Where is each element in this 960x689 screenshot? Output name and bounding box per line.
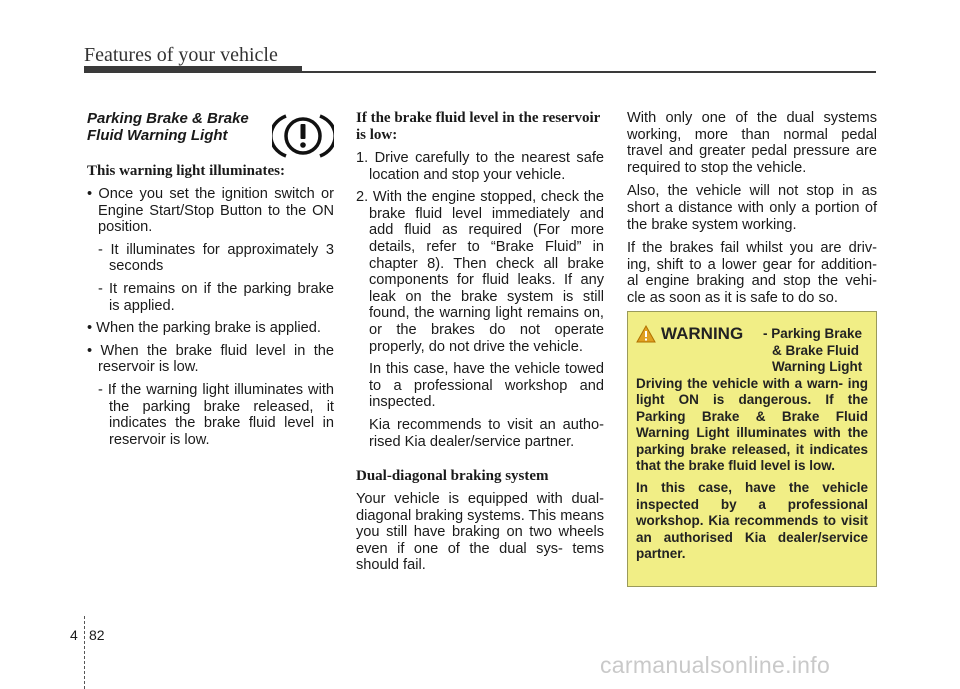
dash-item: - It remains on if the parking brake is applied. <box>98 280 334 314</box>
paragraph: If the brakes fail whilst you are driv- ing, shift to a lower gear for addition- al engine braking and stop the vehi- cle as soon as it is safe to do so. <box>627 240 877 306</box>
step-item: 2. With the engine stopped, check the brake fluid level immediately and add fluid as required (For more details, refer to “Brake Fluid” in chapter 8). Then check all brake components for fluid leaks. If any leak on the brake system is still found, the warning light remains on, or the brakes do not operate properly, do not drive the vehicle. <box>356 189 604 355</box>
warning-label: WARNING <box>661 324 744 343</box>
page-header-title: Features of your vehicle <box>84 44 278 66</box>
bullet-item: • When the brake fluid level in the reservoir is low. <box>87 342 334 376</box>
footer-divider <box>84 616 85 689</box>
warning-paragraph: Driving the vehicle with a warn- ing light ON is dangerous. If the Parking Brake & Brake Fluid Warning Light illuminates with the parking brake released, it indicates that the brake fluid level is low. <box>636 376 868 474</box>
warning-subtitle-line: Warning Light <box>772 359 863 374</box>
paragraph: In this case, have the vehicle towed to a professional workshop and inspected. <box>369 361 604 411</box>
paragraph: Kia recommends to visit an autho- rised Kia dealer/service partner. <box>369 416 604 450</box>
page-number: 82 <box>89 627 105 643</box>
warning-subtitle <box>763 326 873 376</box>
warning-box <box>627 311 877 587</box>
step-item: 1. Drive carefully to the nearest safe location and stop your vehicle. <box>356 150 604 183</box>
warning-paragraph: In this case, have the vehicle inspected by a professional workshop. Kia recommends to visit an authorised Kia dealer/service partner. <box>636 480 868 562</box>
subheading-illuminates: This warning light illuminates: <box>87 163 285 179</box>
paragraph: Your vehicle is equipped with dual- diagonal braking systems. This means you still have braking on two wheels even if one of the dual sys- tems should fail. <box>356 491 604 574</box>
section-title-parking-brake: Parking Brake & Brake Fluid Warning Light <box>87 110 249 144</box>
header-rule-thick <box>84 66 302 73</box>
subheading-dual-diagonal: Dual-diagonal braking system <box>356 468 549 485</box>
warning-header <box>636 322 868 376</box>
warning-subtitle-line: & Brake Fluid <box>772 342 860 358</box>
bullet-text: Once you set the ignition switch or Engine Start/Stop Button to the ON position. <box>98 186 334 236</box>
warning-subtitle-line: - Parking Brake <box>763 326 863 341</box>
paragraph: Also, the vehicle will not stop in as short a distance with only a portion of the brake system working. <box>627 183 877 233</box>
dash-item: - If the warning light illuminates with the parking brake released, it indicates the brake fluid level in reservoir is low. <box>98 381 334 448</box>
watermark: carmanualsonline.info <box>600 652 831 678</box>
bullet-item: • When the parking brake is applied. <box>87 320 321 337</box>
bullet-text: When the brake fluid level in the reservoir is low. <box>98 342 334 376</box>
subheading-fluid-low: If the brake fluid level in the reservoir is low: <box>356 110 600 143</box>
column-3 <box>627 110 877 314</box>
paragraph: With only one of the dual systems working, more than normal pedal travel and greater pedal pressure are required to stop the vehicle. <box>627 110 877 176</box>
column-1 <box>87 110 334 454</box>
header-rule-thin <box>302 71 876 73</box>
bullet-item: • Once you set the ignition switch or Engine Start/Stop Button to the ON position. <box>87 186 334 236</box>
dash-item: - It illuminates for approximately 3 seconds <box>98 241 334 275</box>
column-2 <box>356 110 604 581</box>
bullet-text: When the parking brake is applied. <box>96 320 321 337</box>
warning-triangle-icon <box>636 325 656 343</box>
chapter-number: 4 <box>70 627 78 643</box>
